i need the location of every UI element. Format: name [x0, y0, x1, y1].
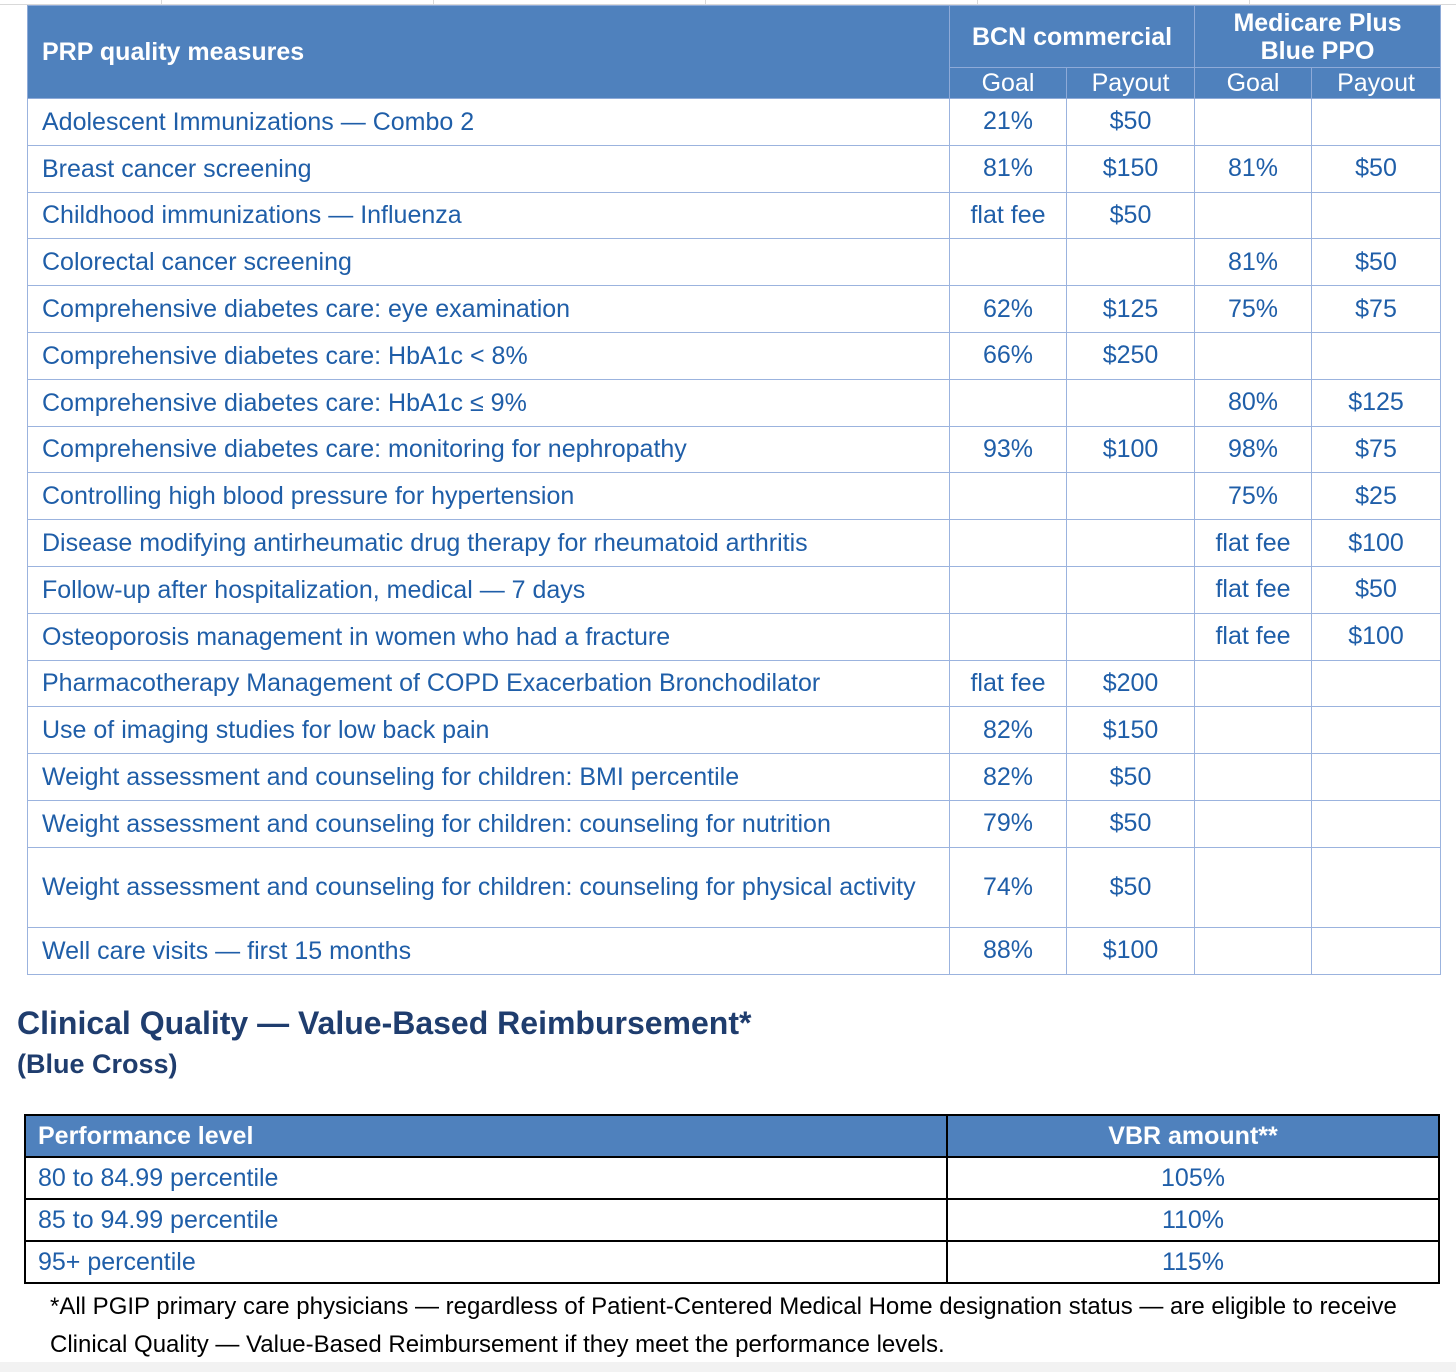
column-header-vbr-amount: VBR amount**: [947, 1115, 1439, 1157]
medicare-plan-line-1: Medicare Plus: [1233, 8, 1402, 37]
bcn-payout-cell: [1067, 379, 1195, 426]
bcn-goal-cell: 93%: [950, 426, 1067, 473]
prp-table-body: [28, 99, 1441, 975]
bcn-goal-cell: 66%: [950, 332, 1067, 379]
table-row: [28, 613, 1441, 660]
mapp-payout-cell: [1312, 847, 1441, 927]
table-row: [28, 800, 1441, 847]
mapp-goal-cell: [1195, 800, 1312, 847]
table-row: [28, 566, 1441, 613]
table-row: [28, 660, 1441, 707]
bcn-payout-cell: $50: [1067, 847, 1195, 927]
bcn-payout-cell: $150: [1067, 145, 1195, 192]
mapp-payout-cell: [1312, 707, 1441, 754]
mapp-goal-cell: 98%: [1195, 426, 1312, 473]
measure-name: Osteoporosis management in women who had a fracture: [28, 613, 950, 660]
bcn-payout-cell: [1067, 239, 1195, 286]
mapp-payout-cell: $100: [1312, 613, 1441, 660]
table-row: [28, 520, 1441, 567]
mapp-payout-cell: [1312, 660, 1441, 707]
section-subtitle: (Blue Cross): [17, 1049, 178, 1079]
mapp-goal-cell: [1195, 847, 1312, 927]
table-row: [28, 847, 1441, 927]
mapp-payout-cell: [1312, 99, 1441, 146]
bcn-goal-cell: [950, 239, 1067, 286]
prp-quality-measures-table: [27, 5, 1441, 975]
mapp-payout-cell: $100: [1312, 520, 1441, 567]
bcn-payout-cell: $100: [1067, 927, 1195, 974]
bcn-goal-cell: [950, 613, 1067, 660]
bcn-payout-cell: $200: [1067, 660, 1195, 707]
bcn-payout-cell: [1067, 566, 1195, 613]
measure-name: Comprehensive diabetes care: monitoring for nephropathy: [28, 426, 950, 473]
bcn-payout-cell: $250: [1067, 332, 1195, 379]
vbr-amount-cell: 115%: [947, 1241, 1439, 1283]
bcn-goal-cell: [950, 566, 1067, 613]
footnote: *All PGIP primary care physicians — regardless of Patient-Centered Medical Home designation status — are eligible to receive Clinical Quality — Value-Based Reimbursement if they meet the performance levels.: [50, 1293, 1397, 1358]
medicare-plan-line-2: Blue PPO: [1260, 36, 1375, 65]
mapp-goal-cell: [1195, 707, 1312, 754]
measure-name: Use of imaging studies for low back pain: [28, 707, 950, 754]
vbr-amount-cell: 110%: [947, 1199, 1439, 1241]
measure-name: Follow-up after hospitalization, medical — 7 days: [28, 566, 950, 613]
page-bottom-band: [0, 1362, 1456, 1372]
mapp-goal-cell: 80%: [1195, 379, 1312, 426]
measure-name: Weight assessment and counseling for children: counseling for nutrition: [28, 800, 950, 847]
section-title: Clinical Quality — Value-Based Reimbursement*: [17, 1005, 752, 1041]
mapp-goal-cell: 75%: [1195, 473, 1312, 520]
bcn-goal-cell: [950, 379, 1067, 426]
bcn-payout-cell: $50: [1067, 192, 1195, 239]
bcn-goal-cell: 62%: [950, 286, 1067, 333]
mapp-payout-cell: [1312, 332, 1441, 379]
measure-name: Colorectal cancer screening: [28, 239, 950, 286]
bcn-goal-cell: 81%: [950, 145, 1067, 192]
table-row: [28, 145, 1441, 192]
table-row: [28, 286, 1441, 333]
bcn-payout-cell: $100: [1067, 426, 1195, 473]
table-row: [28, 426, 1441, 473]
mapp-goal-cell: flat fee: [1195, 566, 1312, 613]
table-row: [28, 99, 1441, 146]
performance-level-cell: 95+ percentile: [25, 1241, 947, 1283]
prp-table-header: [28, 6, 1441, 99]
table-row: [28, 332, 1441, 379]
measure-name: Pharmacotherapy Management of COPD Exacerbation Bronchodilator: [28, 660, 950, 707]
measure-name: Well care visits — first 15 months: [28, 927, 950, 974]
table-row: [25, 1157, 1439, 1199]
bcn-goal-cell: 21%: [950, 99, 1067, 146]
table-row: [28, 379, 1441, 426]
performance-level-cell: 80 to 84.99 percentile: [25, 1157, 947, 1199]
measure-name: Breast cancer screening: [28, 145, 950, 192]
bcn-payout-cell: [1067, 613, 1195, 660]
mapp-goal-cell: flat fee: [1195, 613, 1312, 660]
mapp-payout-cell: $50: [1312, 566, 1441, 613]
bcn-payout-cell: $50: [1067, 99, 1195, 146]
bcn-payout-cell: [1067, 473, 1195, 520]
table-row: [28, 239, 1441, 286]
mapp-payout-cell: $50: [1312, 239, 1441, 286]
mapp-goal-cell: [1195, 99, 1312, 146]
bcn-goal-cell: flat fee: [950, 660, 1067, 707]
measure-name: Disease modifying antirheumatic drug therapy for rheumatoid arthritis: [28, 520, 950, 567]
mapp-payout-cell: $25: [1312, 473, 1441, 520]
subheader-mapp-payout: Payout: [1312, 68, 1441, 99]
mapp-goal-cell: 81%: [1195, 145, 1312, 192]
bcn-goal-cell: 74%: [950, 847, 1067, 927]
bcn-goal-cell: 88%: [950, 927, 1067, 974]
performance-level-cell: 85 to 94.99 percentile: [25, 1199, 947, 1241]
mapp-goal-cell: [1195, 660, 1312, 707]
bcn-payout-cell: [1067, 520, 1195, 567]
subheader-bcn-payout: Payout: [1067, 68, 1195, 99]
measure-name: Comprehensive diabetes care: HbA1c ≤ 9%: [28, 379, 950, 426]
vbr-table: [24, 1114, 1440, 1284]
subheader-bcn-goal: Goal: [950, 68, 1067, 99]
mapp-payout-cell: [1312, 800, 1441, 847]
measure-name: Controlling high blood pressure for hypertension: [28, 473, 950, 520]
bcn-goal-cell: [950, 520, 1067, 567]
table-row: [28, 754, 1441, 801]
table-row: [28, 707, 1441, 754]
table-row: [28, 473, 1441, 520]
bcn-goal-cell: 82%: [950, 707, 1067, 754]
measure-name: Childhood immunizations — Influenza: [28, 192, 950, 239]
mapp-payout-cell: [1312, 192, 1441, 239]
bcn-payout-cell: $50: [1067, 800, 1195, 847]
table-row: [28, 927, 1441, 974]
mapp-goal-cell: [1195, 927, 1312, 974]
bcn-payout-cell: $50: [1067, 754, 1195, 801]
subheader-mapp-goal: Goal: [1195, 68, 1312, 99]
vbr-amount-cell: 105%: [947, 1157, 1439, 1199]
measure-name: Comprehensive diabetes care: HbA1c < 8%: [28, 332, 950, 379]
column-header-measures: PRP quality measures: [28, 6, 950, 99]
column-header-medicare-plus-blue-ppo: [1195, 6, 1441, 68]
table-row: [25, 1199, 1439, 1241]
mapp-payout-cell: $50: [1312, 145, 1441, 192]
mapp-goal-cell: [1195, 754, 1312, 801]
table-row: [25, 1241, 1439, 1283]
mapp-goal-cell: 81%: [1195, 239, 1312, 286]
bcn-goal-cell: 79%: [950, 800, 1067, 847]
mapp-payout-cell: $75: [1312, 426, 1441, 473]
column-header-bcn-commercial: BCN commercial: [950, 6, 1195, 68]
table-row: [28, 192, 1441, 239]
mapp-goal-cell: 75%: [1195, 286, 1312, 333]
bcn-goal-cell: [950, 473, 1067, 520]
bcn-payout-cell: $150: [1067, 707, 1195, 754]
measure-name: Comprehensive diabetes care: eye examination: [28, 286, 950, 333]
measure-name: Weight assessment and counseling for children: counseling for physical activity: [28, 847, 950, 927]
mapp-goal-cell: [1195, 332, 1312, 379]
mapp-payout-cell: $75: [1312, 286, 1441, 333]
mapp-payout-cell: [1312, 927, 1441, 974]
mapp-goal-cell: flat fee: [1195, 520, 1312, 567]
measure-name: Adolescent Immunizations — Combo 2: [28, 99, 950, 146]
mapp-goal-cell: [1195, 192, 1312, 239]
bcn-goal-cell: 82%: [950, 754, 1067, 801]
column-header-performance-level: Performance level: [25, 1115, 947, 1157]
mapp-payout-cell: [1312, 754, 1441, 801]
bcn-goal-cell: flat fee: [950, 192, 1067, 239]
measure-name: Weight assessment and counseling for children: BMI percentile: [28, 754, 950, 801]
mapp-payout-cell: $125: [1312, 379, 1441, 426]
bcn-payout-cell: $125: [1067, 286, 1195, 333]
